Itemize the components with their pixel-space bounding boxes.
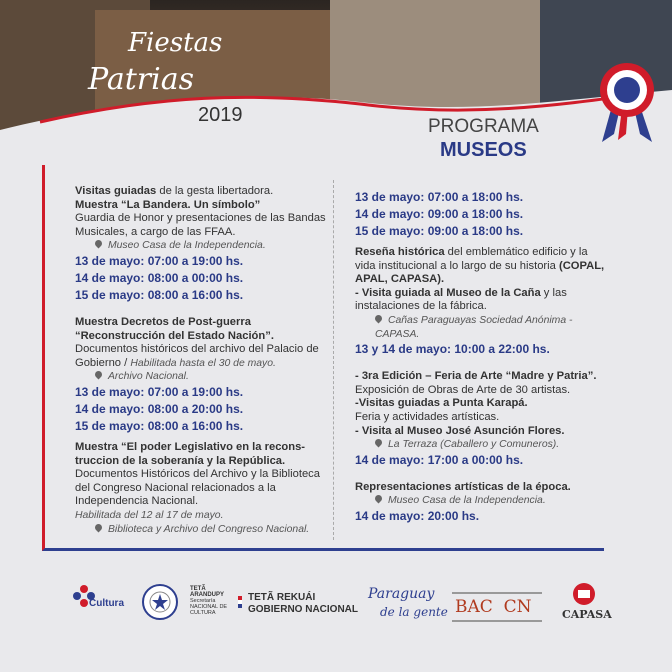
event-text: Documentos históricos del archivo del Palacio de Gobierno / [75,343,319,369]
bac-cn-text: BAC CN [455,597,532,617]
event-location: Museo Casa de la Independencia. [108,240,266,252]
event-date: 13 de mayo: 07:00 a 18:00 hs. [355,190,524,204]
right-column [355,189,610,525]
event-note: Habilitada hasta el 30 de mayo. [130,357,276,369]
event-text: y las instalaciones de la fábrica. [355,286,567,313]
event-title: Muestra “La Bandera. Un símbolo” [75,198,261,211]
event-location: Biblioteca y Archivo del Congreso Nacional. [108,523,310,535]
national-seal-icon [142,584,178,620]
location-pin-icon [374,494,384,504]
event-title: - Visita guiada al Museo de la Caña [355,286,541,299]
event-date: 14 de mayo: 08:00 a 00:00 hs. [75,270,244,285]
event-location: Cañas Paraguayas Sociedad Anónima - CAPASA. [375,314,573,340]
program-subtitle: MUSEOS [440,139,527,161]
event-text: Documentos Históricos del Archivo y la Biblioteca del Congreso Nacional relacionados a la Independencia Nacional. [75,468,320,508]
event-text: Exposición de Obras de Arte de 30 artistas. [355,383,571,396]
event-date: 14 de mayo: 17:00 a 00:00 hs. [355,452,524,467]
location-pin-icon [374,438,384,448]
paraguay-gente-line1: Paraguay [368,586,435,602]
event-date: 14 de mayo: 09:00 a 18:00 hs. [355,207,524,221]
event-title: Muestra Decretos de Post-guerra “Reconstrucción del Estado Nación”. [75,315,274,342]
event-date: 13 de mayo: 07:00 a 19:00 hs. [75,253,244,268]
event-text: Feria y actividades artísticas. [355,410,500,423]
event-title: Reseña histórica [355,246,445,258]
event-text: Guardia de Honor y presentaciones de las Bandas Musicales, a cargo de las FFAA. [75,212,326,238]
program-title: PROGRAMA [428,116,539,137]
event-title: Visitas guiadas [75,185,157,197]
bac-cn-logo [452,592,542,622]
location-pin-icon [94,522,104,532]
event-date: 15 de mayo: 08:00 a 16:00 hs. [75,287,244,302]
event-date: 13 y 14 de mayo: 10:00 a 22:00 hs. [355,342,550,357]
event-location: Archivo Nacional. [108,371,189,383]
logo-line2: Patrias [88,62,194,97]
event-date: 15 de mayo: 08:00 a 16:00 hs. [75,418,244,433]
event-title: Representaciones artísticas de la época. [355,480,571,493]
event-text: del emblemático edificio y la vida institucional a lo largo de su historia [355,246,588,272]
gobierno-line2: GOBIERNO NACIONAL [248,604,358,615]
paraguay-gente-line2: de la gente [380,605,448,619]
cockade-icon [590,62,664,142]
event-title: - 3ra Edición – Feria de Arte “Madre y Patria”. [355,370,597,383]
logo-year: 2019 [198,104,243,126]
event-location: La Terraza (Caballero y Comuneros). [388,439,560,451]
event-title: Muestra “El poder Legislativo en la recons- truccion de la soberanía y la República. [75,440,306,467]
left-column [75,185,330,536]
event-text: de la gesta libertadora. [156,185,274,197]
event-title: - Visita al Museo José Asunción Flores. [355,424,565,437]
event-title: -Visitas guiadas a Punta Karapá. [355,397,528,410]
event-note: Habilitada del 12 al 17 de mayo. [75,509,224,521]
secretaria-cultura-text: Secretaría NACIONAL DE CULTURA [190,598,228,616]
event-date: 13 de mayo: 07:00 a 19:00 hs. [75,384,244,399]
capasa-emblem-icon [569,582,599,606]
cultura-logo-text: Cultura [89,598,124,609]
column-divider [333,180,334,540]
capasa-text: CAPASA [562,608,612,621]
logo-line1: Fiestas [128,28,223,58]
event-date: 15 de mayo: 09:00 a 18:00 hs. [355,224,524,238]
teta-arandupy-text: TETÃ ARANDUPY [190,586,225,598]
event-text-bold: (COPAL, APAL, CAPASA). [355,259,605,286]
event-date: 14 de mayo: 20:00 hs. [355,508,480,523]
gobierno-line1: TETÃ REKUÁI [248,592,316,603]
flag-bar-icon [238,596,242,608]
event-location: Museo Casa de la Independencia. [388,495,546,507]
sponsor-footer [0,572,672,672]
location-pin-icon [94,370,104,380]
location-pin-icon [94,239,104,249]
location-pin-icon [374,314,384,324]
event-date: 14 de mayo: 08:00 a 20:00 hs. [75,401,244,416]
